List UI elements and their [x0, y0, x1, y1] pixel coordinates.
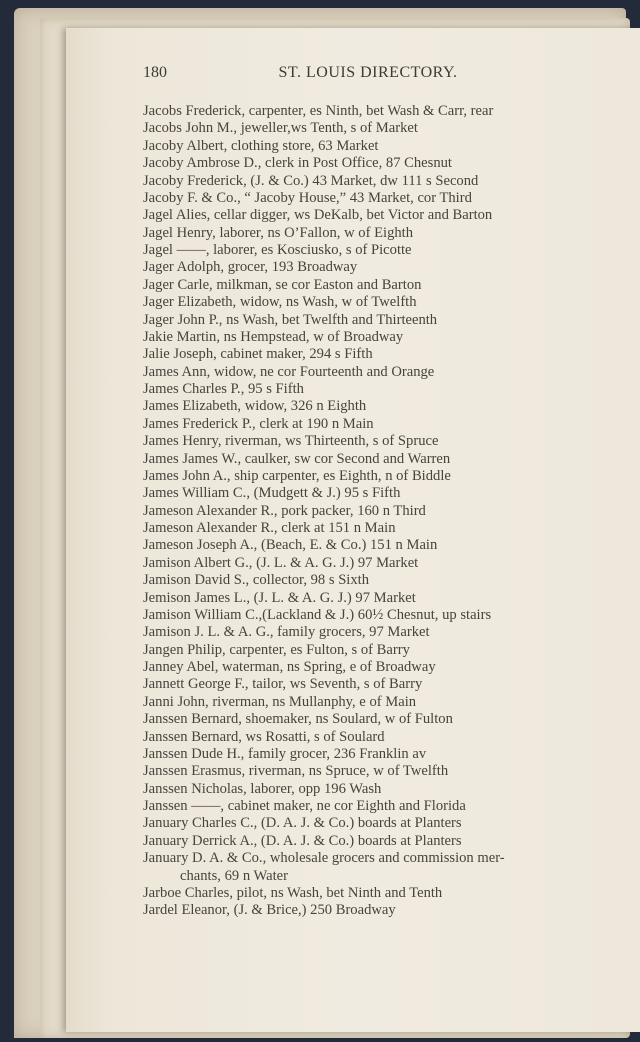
directory-entry: Janney Abel, waterman, ns Spring, e of Broadway	[143, 659, 436, 675]
directory-entry: James Henry, riverman, ws Thirteenth, s of Spruce	[143, 433, 439, 450]
directory-entry: Jacobs Frederick, carpenter, es Ninth, bet Wash & Carr, rear	[143, 103, 494, 119]
directory-entry: Jakie Martin, ns Hempstead, w of Broadway	[143, 328, 404, 345]
directory-entry: Jagel Henry, laborer, ns O’Fallon, w of Eighth	[143, 224, 414, 241]
directory-entry: Janni John, riverman, ns Mullanphy, e of Main	[143, 693, 417, 710]
directory-entry: Jager Adolph, grocer, 193 Broadway	[143, 259, 358, 276]
directory-entry: Janssen Dude H., family grocer, 236 Franklin av	[143, 745, 427, 762]
directory-entry: Jangen Philip, carpenter, es Fulton, s of Barry	[143, 641, 410, 658]
directory-entry: Jamison Albert G., (J. L. & A. G. J.) 97 Market	[143, 554, 419, 571]
page-header	[143, 64, 585, 86]
directory-entry: James Elizabeth, widow, 326 n Eighth	[143, 398, 367, 415]
directory-entry: Jacoby F. & Co., “ Jacoby House,” 43 Market, cor Third	[143, 189, 472, 206]
directory-entries	[143, 103, 593, 920]
directory-entry: Jacoby Ambrose D., clerk in Post Office, 87 Chesnut	[143, 155, 452, 172]
directory-entry: James Ann, widow, ne cor Fourteenth and Orange	[143, 363, 435, 380]
directory-entry: Jarboe Charles, pilot, ns Wash, bet Ninth and Tenth	[143, 884, 443, 901]
directory-entry: James Frederick P., clerk at 190 n Main	[143, 415, 374, 432]
directory-entry: Jameson Alexander R., clerk at 151 n Main	[143, 520, 396, 536]
directory-entry: James James W., caulker, sw cor Second and Warren	[143, 450, 451, 467]
directory-entry: Janssen Nicholas, laborer, opp 196 Wash	[143, 780, 382, 797]
directory-entry: Janssen Erasmus, riverman, ns Spruce, w of Twelfth	[143, 763, 449, 780]
directory-entry: Jameson Joseph A., (Beach, E. & Co.) 151 n Main	[143, 537, 438, 554]
directory-entry: January Charles C., (D. A. J. & Co.) boards at Planters	[143, 815, 462, 832]
directory-entry: January D. A. & Co., wholesale grocers and commission mer-	[143, 850, 505, 867]
directory-entry: Jalie Joseph, cabinet maker, 294 s Fifth	[143, 346, 373, 363]
directory-entry: Jager Carle, milkman, se cor Easton and Barton	[143, 276, 422, 293]
directory-entry: Janssen Bernard, ws Rosatti, s of Soulard	[143, 728, 385, 745]
directory-entry: Jardel Eleanor, (J. & Brice,) 250 Broadway	[143, 902, 396, 919]
directory-entry: Jagel Alies, cellar digger, ws DeKalb, bet Victor and Barton	[143, 207, 493, 224]
directory-entry: Jagel ——, laborer, es Kosciusko, s of Picotte	[143, 242, 412, 258]
directory-entry: James William C., (Mudgett & J.) 95 s Fifth	[143, 485, 401, 502]
directory-entry: Jager John P., ns Wash, bet Twelfth and Thirteenth	[143, 311, 438, 328]
directory-entry: Janssen Bernard, shoemaker, ns Soulard, w of Fulton	[143, 711, 453, 728]
directory-entry: James John A., ship carpenter, es Eighth, n of Biddle	[143, 467, 451, 484]
directory-entry-continuation: chants, 69 n Water	[180, 867, 288, 884]
directory-entry: Jameson Alexander R., pork packer, 160 n Third	[143, 502, 426, 519]
directory-entry: James Charles P., 95 s Fifth	[143, 381, 304, 397]
directory-entry: Janssen ——, cabinet maker, ne cor Eighth and Florida	[143, 798, 466, 814]
directory-entry: Jamison J. L. & A. G., family grocers, 97 Market	[143, 624, 430, 641]
directory-entry: Jamison William C.,(Lackland & J.) 60½ Chesnut, up stairs	[143, 606, 492, 623]
directory-entry: Jager Elizabeth, widow, ns Wash, w of Twelfth	[143, 294, 417, 311]
directory-entry: January Derrick A., (D. A. J. & Co.) boards at Planters	[143, 832, 462, 849]
directory-entry: Jamison David S., collector, 98 s Sixth	[143, 572, 370, 589]
directory-entry: Jacoby Albert, clothing store, 63 Market	[143, 137, 379, 154]
directory-entry: Jannett George F., tailor, ws Seventh, s of Barry	[143, 676, 423, 693]
page-title: ST. LOUIS DIRECTORY.	[278, 64, 458, 81]
directory-entry: Jemison James L., (J. L. & A. G. J.) 97 Market	[143, 589, 416, 606]
directory-entry: Jacoby Frederick, (J. & Co.) 43 Market, dw 111 s Second	[143, 172, 479, 189]
directory-entry: Jacobs John M., jeweller,ws Tenth, s of Market	[143, 120, 418, 137]
page-number: 180	[143, 64, 167, 81]
